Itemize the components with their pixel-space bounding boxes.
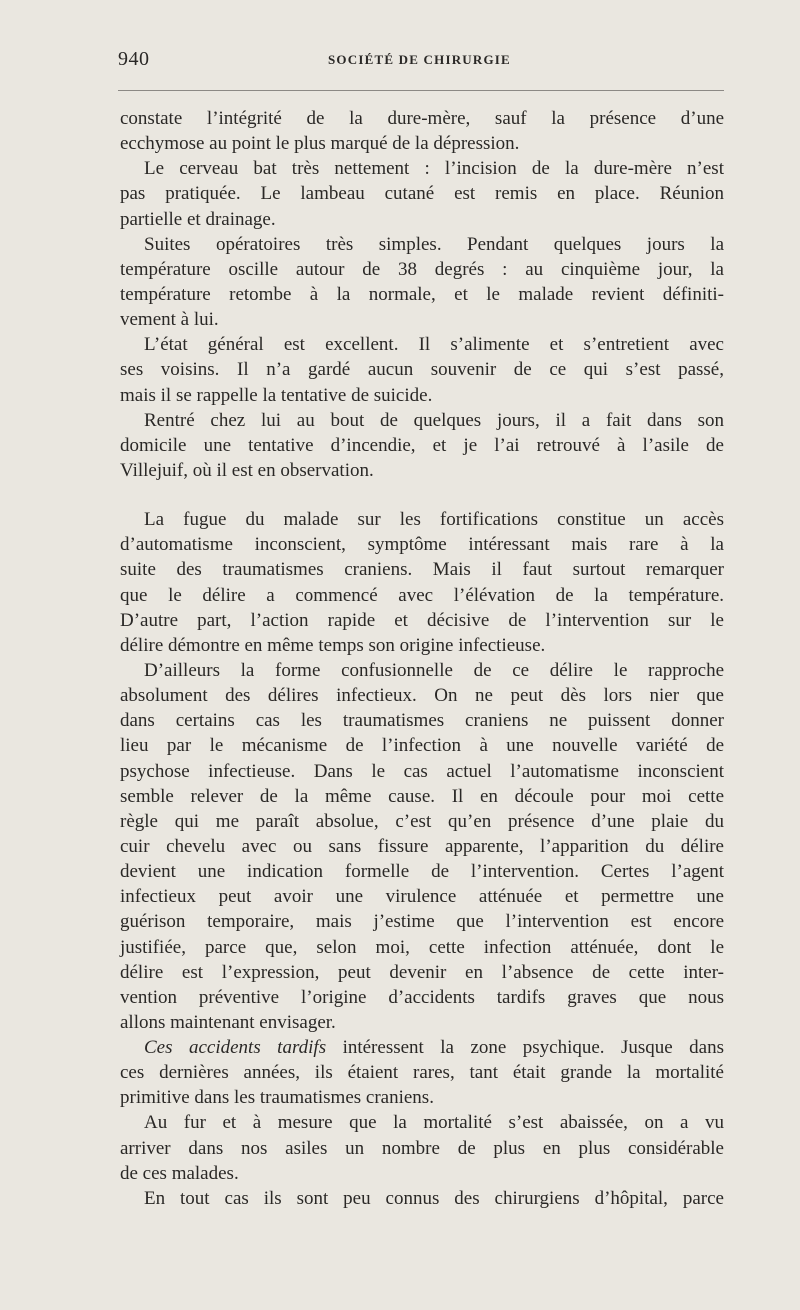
text-line: D’autre part, l’action rapide et décisive de l’intervention sur le [120, 609, 724, 631]
text-line: justifiée, parce que, selon moi, cette infection atténuée, dont le [120, 936, 724, 958]
text-line: Le cerveau bat très nettement : l’incision de la dure-mère n’est [144, 158, 724, 180]
text-line: règle qui me paraît absolue, c’est qu’en présence d’une plaie du [120, 810, 724, 832]
text-line: arriver dans nos asiles un nombre de plus en plus considérable [120, 1137, 724, 1159]
header-rule [118, 90, 724, 91]
text-line: psychose infectieuse. Dans le cas actuel l’automatisme inconscient [120, 760, 724, 782]
text-line-rest: intéressent la zone psychique. Jusque dans [342, 1037, 725, 1059]
text-line: guérison temporaire, mais j’estime que l’intervention est encore [120, 911, 724, 933]
text-line: délire démontre en même temps son origine infectieuse. [120, 634, 546, 656]
text-line: vement à lui. [120, 309, 219, 331]
text-line: mais il se rappelle la tentative de suicide. [120, 384, 433, 406]
text-line: semble relever de la même cause. Il en découle pour moi cette [120, 785, 724, 807]
text-line: devient une indication formelle de l’intervention. Certes l’agent [120, 861, 724, 883]
text-line: dans certains cas les traumatismes craniens ne puissent donner [120, 710, 724, 732]
text-line: En tout cas ils sont peu connus des chirurgiens d’hôpital, parce [144, 1187, 724, 1209]
text-line: cuir chevelu avec ou sans fissure apparente, l’apparition du délire [120, 835, 724, 857]
italic-phrase: Ces accidents tardifs [144, 1037, 327, 1059]
body-text [120, 106, 724, 1211]
text-line: vention préventive l’origine d’accidents tardifs graves que nous [120, 986, 724, 1008]
page-header [118, 48, 724, 72]
running-title: SOCIÉTÉ DE CHIRURGIE [328, 52, 511, 67]
text-line: infectieux peut avoir une virulence atténuée et permettre une [120, 886, 724, 908]
text-line: Villejuif, où il est en observation. [120, 459, 374, 481]
text-line: constate l’intégrité de la dure-mère, sauf la présence d’une [120, 108, 724, 129]
text-line: suite des traumatismes craniens. Mais il faut surtout remarquer [120, 559, 724, 581]
text-line: pas pratiquée. Le lambeau cutané est remis en place. Réunion [120, 183, 724, 205]
text-line: primitive dans les traumatismes craniens. [120, 1087, 434, 1109]
text-line: L’état général est excellent. Il s’alimente et s’entretient avec [144, 334, 724, 356]
text-line: d’automatisme inconscient, symptôme intéressant mais rare à la [120, 534, 724, 556]
text-line: de ces malades. [120, 1162, 239, 1184]
text-line: délire est l’expression, peut devenir en l’absence de cette inter- [120, 961, 724, 983]
page-number: 940 [118, 48, 150, 70]
text-line: absolument des délires infectieux. On ne peut dès lors nier que [120, 685, 724, 707]
text-line: D’ailleurs la forme confusionnelle de ce délire le rapproche [144, 659, 724, 681]
text-line: Au fur et à mesure que la mortalité s’est abaissée, on a vu [144, 1112, 724, 1134]
text-line: lieu par le mécanisme de l’infection à une nouvelle variété de [120, 735, 724, 757]
text-line: Suites opératoires très simples. Pendant quelques jours la [144, 233, 724, 255]
text-line: que le délire a commencé avec l’élévation de la température. [120, 584, 724, 606]
section-gap [120, 483, 724, 507]
text-line: ces dernières années, ils étaient rares, tant était grande la mortalité [120, 1062, 724, 1084]
text-line: La fugue du malade sur les fortifications constitue un accès [144, 509, 724, 531]
text-line: Rentré chez lui au bout de quelques jours, il a fait dans son [144, 409, 724, 431]
text-line: domicile une tentative d’incendie, et je l’ai retrouvé à l’asile de [120, 434, 724, 456]
text-line: température retombe à la normale, et le malade revient définiti- [120, 283, 724, 305]
text-line [120, 1035, 724, 1060]
text-line: température oscille autour de 38 degrés : au cinquième jour, la [120, 258, 724, 280]
text-line: ses voisins. Il n’a gardé aucun souvenir de ce qui s’est passé, [120, 359, 724, 381]
text-line: ecchymose au point le plus marqué de la dépression. [120, 133, 520, 155]
text-line: partielle et drainage. [120, 208, 276, 230]
text-line: allons maintenant envisager. [120, 1011, 336, 1033]
